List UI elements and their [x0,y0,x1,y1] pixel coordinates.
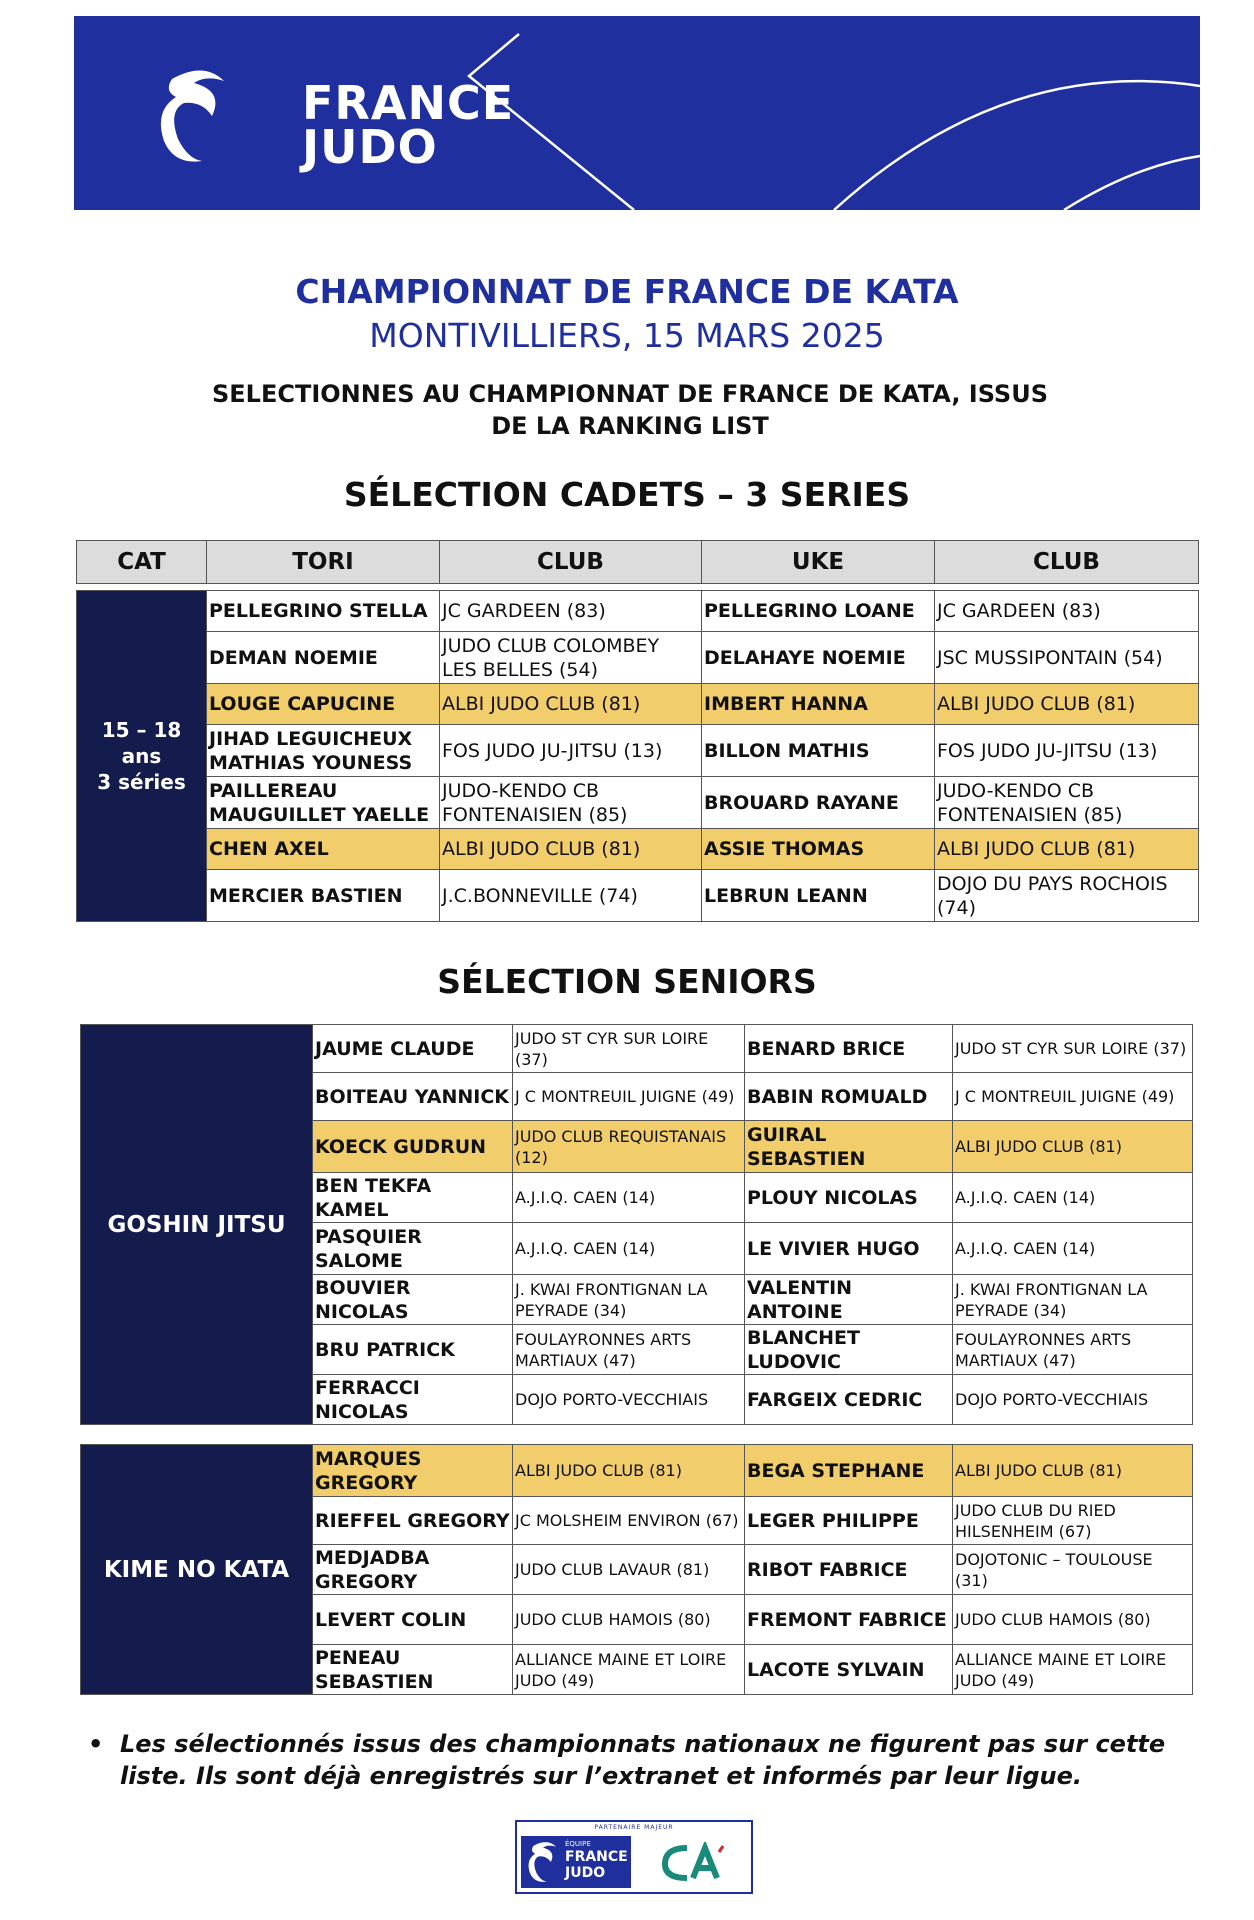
uke-club: J. KWAI FRONTIGNAN LA PEYRADE (34) [953,1275,1193,1325]
tori-club: JUDO ST CYR SUR LOIRE (37) [513,1025,745,1073]
tori-name: MERCIER BASTIEN [207,870,440,922]
uke-name: LE VIVIER HUGO [745,1223,953,1275]
tori-name: PENEAU SEBASTIEN [313,1645,513,1695]
table-row [77,591,1199,632]
tori-club: JC GARDEEN (83) [440,591,702,632]
uke-name: PLOUY NICOLAS [745,1173,953,1223]
equipe-france-judo-logo [521,1836,631,1888]
footer-note-text: Les sélectionnés issus des championnats nationaux ne figurent pas sur cette liste. Ils sont déjà enregistrés sur l’extranet et informés par leur ligue. [120,1730,1166,1790]
uke-name: BLANCHET LUDOVIC [745,1325,953,1375]
table-row [81,1445,1193,1497]
selection-heading [180,378,1080,442]
uke-name: LEGER PHILIPPE [745,1497,953,1545]
table-row [77,725,1199,777]
uke-club: JSC MUSSIPONTAIN (54) [935,632,1199,684]
tori-name: FERRACCI NICOLAS [313,1375,513,1425]
uke-name: FARGEIX CEDRIC [745,1375,953,1425]
tori-name: MARQUES GREGORY [313,1445,513,1497]
selection-heading-line-1: SELECTIONNES AU CHAMPIONNAT DE FRANCE DE KATA, ISSUS [211,380,1048,408]
uke-name: VALENTIN ANTOINE [745,1275,953,1325]
header-banner [74,16,1200,210]
cadets-header-table [76,540,1199,584]
uke-name: LEBRUN LEANN [702,870,935,922]
uke-club: DOJO PORTO-VECCHIAIS [953,1375,1193,1425]
tori-club: J.C.BONNEVILLE (74) [440,870,702,922]
tori-name: BOITEAU YANNICK [313,1073,513,1121]
uke-name: BROUARD RAYANE [702,777,935,829]
uke-name: PELLEGRINO LOANE [702,591,935,632]
tori-club: J. KWAI FRONTIGNAN LA PEYRADE (34) [513,1275,745,1325]
header-tori: TORI [207,541,440,584]
seniors-section-title: SÉLECTION SENIORS [437,962,817,1001]
tori-club: DOJO PORTO-VECCHIAIS [513,1375,745,1425]
tori-name: BOUVIER NICOLAS [313,1275,513,1325]
partner-france-text: FRANCE [565,1849,628,1865]
category-cell: GOSHIN JITSU [81,1025,313,1425]
uke-name: RIBOT FABRICE [745,1545,953,1595]
tori-club: J C MONTREUIL JUIGNE (49) [513,1073,745,1121]
uke-club: DOJO DU PAYS ROCHOIS (74) [935,870,1199,922]
tori-club: ALBI JUDO CLUB (81) [440,829,702,870]
tori-club: FOS JUDO JU-JITSU (13) [440,725,702,777]
uke-club: JUDO CLUB DU RIED HILSENHEIM (67) [953,1497,1193,1545]
uke-club: ALLIANCE MAINE ET LOIRE JUDO (49) [953,1645,1193,1695]
tori-name: PASQUIER SALOME [313,1223,513,1275]
tori-club: JUDO CLUB REQUISTANAIS (12) [513,1121,745,1173]
tori-club: JUDO CLUB LAVAUR (81) [513,1545,745,1595]
tori-club: A.J.I.Q. CAEN (14) [513,1223,745,1275]
category-cell [77,591,207,922]
header-cat: CAT [77,541,207,584]
tori-name: BEN TEKFA KAMEL [313,1173,513,1223]
tori-club: JUDO-KENDO CB FONTENAISIEN (85) [440,777,702,829]
judo-swoosh-small-icon [525,1838,561,1886]
cadets-section-title: SÉLECTION CADETS – 3 SERIES [343,475,911,514]
uke-club: DOJOTONIC – TOULOUSE (31) [953,1545,1193,1595]
uke-club: ALBI JUDO CLUB (81) [953,1121,1193,1173]
header-club-uke: CLUB [935,541,1199,584]
cadets-table [76,590,1199,922]
logo-line-1: FRANCE [302,76,515,130]
credit-agricole-logo-icon [657,1842,727,1882]
uke-club: ALBI JUDO CLUB (81) [953,1445,1193,1497]
uke-name: BABIN ROMUALD [745,1073,953,1121]
uke-name: BENARD BRICE [745,1025,953,1073]
tori-club: ALLIANCE MAINE ET LOIRE JUDO (49) [513,1645,745,1695]
category-line-1: 15 – 18 ans [101,718,182,768]
kime-no-kata-table [80,1444,1193,1695]
uke-name: BILLON MATHIS [702,725,935,777]
partner-judo-text: JUDO [565,1865,606,1881]
tori-club: JUDO CLUB HAMOIS (80) [513,1595,745,1645]
uke-club: JUDO CLUB HAMOIS (80) [953,1595,1193,1645]
tori-name: LEVERT COLIN [313,1595,513,1645]
logo-wordmark [302,76,515,174]
tori-name: DEMAN NOEMIE [207,632,440,684]
goshin-jitsu-table [80,1024,1193,1425]
header-club: CLUB [440,541,702,584]
uke-name: ASSIE THOMAS [702,829,935,870]
selection-heading-line-2: DE LA RANKING LIST [491,412,769,440]
partner-wordmark [565,1849,628,1881]
tori-name: JAUME CLAUDE [313,1025,513,1073]
uke-club: ALBI JUDO CLUB (81) [935,684,1199,725]
tori-name: RIEFFEL GREGORY [313,1497,513,1545]
table-row [77,777,1199,829]
france-judo-logo [154,61,515,181]
uke-club: JC GARDEEN (83) [935,591,1199,632]
tori-name: KOECK GUDRUN [313,1121,513,1173]
table-row [77,684,1199,725]
tori-club: ALBI JUDO CLUB (81) [513,1445,745,1497]
tori-name: PAILLEREAU MAUGUILLET YAELLE [207,777,440,829]
tori-name: PELLEGRINO STELLA [207,591,440,632]
tori-name: LOUGE CAPUCINE [207,684,440,725]
table-row [77,829,1199,870]
tori-club: JUDO CLUB COLOMBEY LES BELLES (54) [440,632,702,684]
uke-club: FOULAYRONNES ARTS MARTIAUX (47) [953,1325,1193,1375]
category-line-2: 3 séries [97,770,186,794]
uke-club: J C MONTREUIL JUIGNE (49) [953,1073,1193,1121]
uke-club: A.J.I.Q. CAEN (14) [953,1173,1193,1223]
uke-name: IMBERT HANNA [702,684,935,725]
tori-club: FOULAYRONNES ARTS MARTIAUX (47) [513,1325,745,1375]
tori-name: BRU PATRICK [313,1325,513,1375]
uke-name: LACOTE SYLVAIN [745,1645,953,1695]
partner-caption: PARTENAIRE MAJEUR [517,1822,751,1834]
uke-name: BEGA STEPHANE [745,1445,953,1497]
uke-club: ALBI JUDO CLUB (81) [935,829,1199,870]
partner-equipe-text: ÉQUIPE [565,1840,591,1848]
category-cell: KIME NO KATA [81,1445,313,1695]
header-uke: UKE [702,541,935,584]
page-subtitle: MONTIVILLIERS, 15 MARS 2025 [369,316,885,355]
partner-badge [515,1820,753,1894]
uke-club: JUDO-KENDO CB FONTENAISIEN (85) [935,777,1199,829]
tori-club: A.J.I.Q. CAEN (14) [513,1173,745,1223]
table-row [77,632,1199,684]
uke-name: FREMONT FABRICE [745,1595,953,1645]
uke-name: DELAHAYE NOEMIE [702,632,935,684]
uke-club: FOS JUDO JU-JITSU (13) [935,725,1199,777]
tori-club: ALBI JUDO CLUB (81) [440,684,702,725]
logo-line-2: JUDO [302,120,438,174]
tori-name: CHEN AXEL [207,829,440,870]
tori-name: MEDJADBA GREGORY [313,1545,513,1595]
uke-club: A.J.I.Q. CAEN (14) [953,1223,1193,1275]
judo-swoosh-icon [154,61,234,171]
uke-name: GUIRAL SEBASTIEN [745,1121,953,1173]
page-title: CHAMPIONNAT DE FRANCE DE KATA [295,272,959,311]
table-row [77,870,1199,922]
tori-club: JC MOLSHEIM ENVIRON (67) [513,1497,745,1545]
tori-name: JIHAD LEGUICHEUX MATHIAS YOUNESS [207,725,440,777]
table-row [81,1025,1193,1073]
uke-club: JUDO ST CYR SUR LOIRE (37) [953,1025,1193,1073]
bullet-marker: • [88,1730,104,1758]
